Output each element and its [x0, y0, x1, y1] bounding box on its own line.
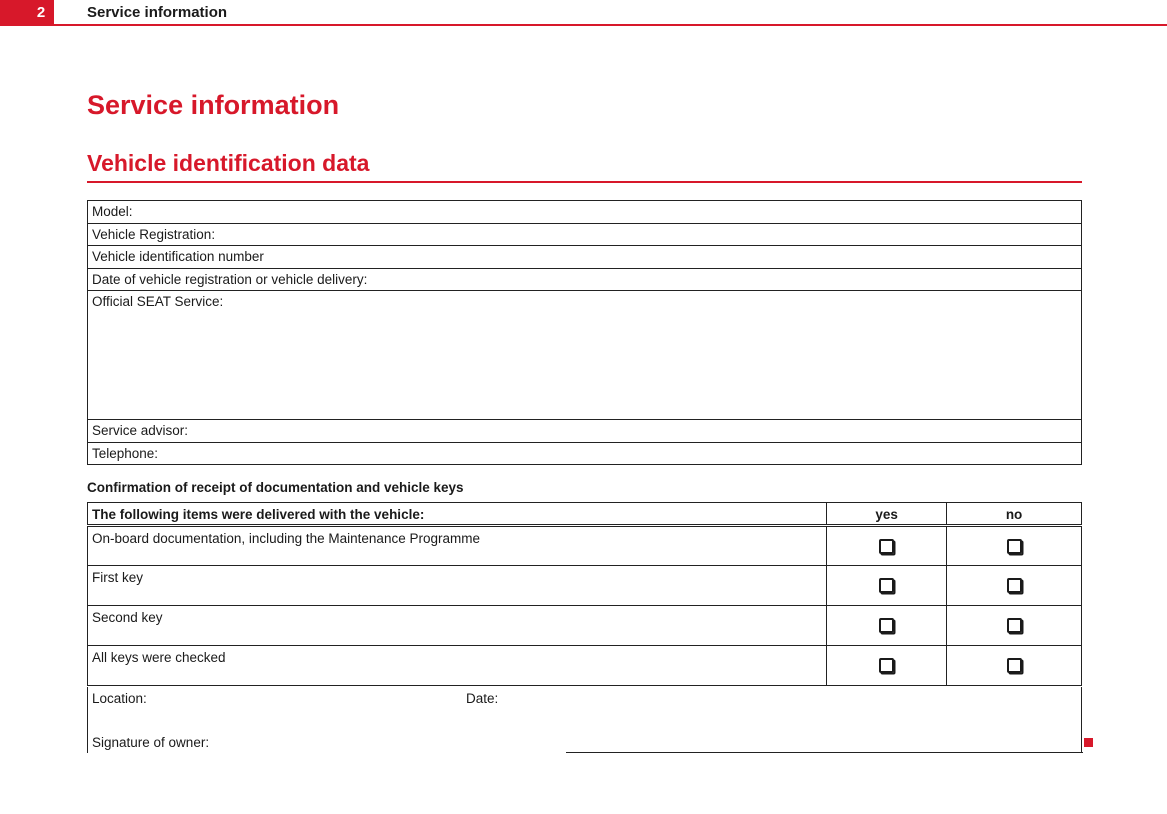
page-header [0, 0, 1167, 26]
signature-line [566, 752, 1083, 753]
checklist-item-label: First key [88, 566, 827, 606]
page-title: Service information [87, 90, 340, 120]
yes-checkbox[interactable] [879, 578, 894, 593]
location-field[interactable]: Location: [92, 691, 147, 706]
yes-column-header: yes [827, 503, 947, 526]
field-vehicle-registration[interactable]: Vehicle Registration: [88, 224, 1082, 246]
checklist-row [88, 526, 1082, 566]
field-official-service[interactable]: Official SEAT Service: [88, 291, 1082, 420]
field-registration-date[interactable]: Date of vehicle registration or vehicle delivery: [88, 269, 1082, 291]
field-model[interactable]: Model: [88, 201, 1082, 224]
page-number: 2 [0, 0, 54, 26]
end-of-section-marker [1084, 738, 1093, 747]
yes-checkbox[interactable] [879, 539, 894, 554]
header-title: Service information [87, 4, 228, 21]
delivery-checklist-table [87, 502, 1082, 686]
checklist-row [88, 646, 1082, 686]
field-service-advisor[interactable]: Service advisor: [88, 420, 1082, 443]
checklist-header-label: The following items were delivered with the vehicle: [88, 503, 827, 526]
no-checkbox[interactable] [1007, 539, 1022, 554]
field-vin[interactable]: Vehicle identification number [88, 246, 1082, 269]
checklist-item-label: On-board documentation, including the Maintenance Programme [88, 526, 827, 566]
no-checkbox[interactable] [1007, 578, 1022, 593]
no-column-header: no [947, 503, 1082, 526]
checklist-item-label: All keys were checked [88, 646, 827, 686]
section-title: Vehicle identification data [87, 150, 370, 176]
field-telephone[interactable]: Telephone: [88, 443, 1082, 465]
yes-checkbox[interactable] [879, 618, 894, 633]
header-rule [0, 24, 1167, 26]
checklist-row [88, 606, 1082, 646]
checklist-item-label: Second key [88, 606, 827, 646]
signature-box [87, 687, 1082, 753]
vehicle-identification-table [87, 200, 1082, 465]
no-checkbox[interactable] [1007, 658, 1022, 673]
section-title-rule [87, 181, 1082, 183]
signature-field[interactable]: Signature of owner: [92, 735, 210, 750]
checklist-row [88, 566, 1082, 606]
confirmation-title: Confirmation of receipt of documentation and vehicle keys [87, 480, 464, 495]
no-checkbox[interactable] [1007, 618, 1022, 633]
yes-checkbox[interactable] [879, 658, 894, 673]
date-field[interactable]: Date: [466, 691, 499, 706]
